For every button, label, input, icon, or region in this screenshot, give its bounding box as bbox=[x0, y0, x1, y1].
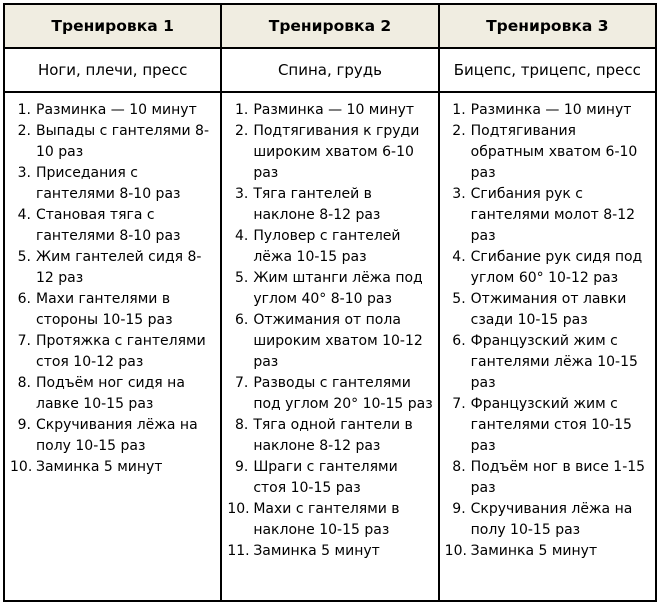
column-3-title: Тренировка 3 bbox=[440, 5, 655, 49]
exercise-list-2 bbox=[222, 93, 437, 600]
exercise-text: Французский жим с гантелями лёжа 10-15 раз bbox=[470, 333, 638, 391]
exercise-list-3 bbox=[440, 93, 655, 600]
exercise-text: Жим гантелей сидя 8-12 раз bbox=[36, 249, 202, 286]
exercise-item bbox=[10, 289, 215, 331]
exercise-number: 5. bbox=[17, 249, 31, 265]
exercise-number: 5. bbox=[234, 270, 249, 286]
exercise-text: Становая тяга с гантелями 8-10 раз bbox=[36, 207, 181, 244]
exercise-item bbox=[10, 457, 215, 478]
exercise-number: 4. bbox=[452, 249, 466, 265]
exercise-item bbox=[10, 205, 215, 247]
exercise-number: 1. bbox=[234, 102, 249, 118]
exercise-number: 1. bbox=[17, 102, 31, 118]
exercise-item bbox=[445, 457, 650, 499]
exercise-number: 9. bbox=[234, 459, 249, 475]
exercise-item bbox=[227, 415, 432, 457]
exercise-number: 8. bbox=[234, 417, 249, 433]
exercise-text: Махи с гантелями в наклоне 10-15 раз bbox=[253, 501, 400, 538]
exercise-item bbox=[227, 226, 432, 268]
column-1-title: Тренировка 1 bbox=[5, 5, 220, 49]
exercise-text: Жим штанги лёжа под углом 40° 8-10 раз bbox=[253, 270, 423, 307]
exercise-item bbox=[227, 310, 432, 373]
exercise-text: Разминка — 10 минут bbox=[36, 102, 197, 118]
exercise-number: 10. bbox=[227, 501, 250, 517]
exercise-list-1 bbox=[5, 93, 220, 600]
exercise-number: 6. bbox=[452, 333, 466, 349]
exercise-item bbox=[445, 100, 650, 121]
exercise-text: Приседания с гантелями 8-10 раз bbox=[36, 165, 181, 202]
exercise-text: Протяжка с гантелями стоя 10-12 раз bbox=[36, 333, 206, 370]
exercise-item bbox=[445, 247, 650, 289]
exercise-number: 9. bbox=[452, 501, 466, 517]
exercise-number: 3. bbox=[17, 165, 31, 181]
exercise-item bbox=[227, 499, 432, 541]
exercise-item bbox=[10, 163, 215, 205]
exercise-item bbox=[227, 121, 432, 184]
exercise-text: Подъём ног в висе 1-15 раз bbox=[470, 459, 646, 496]
exercise-item bbox=[227, 373, 432, 415]
exercise-text: Шраги с гантелями стоя 10-15 раз bbox=[253, 459, 398, 496]
exercise-number: 4. bbox=[234, 228, 249, 244]
exercise-text: Французский жим с гантелями стоя 10-15 раз bbox=[470, 396, 632, 454]
exercise-text: Заминка 5 минут bbox=[470, 543, 598, 559]
column-1-subtitle: Ноги, плечи, пресс bbox=[5, 49, 220, 93]
exercise-text: Сгибание рук сидя под углом 60° 10-12 раз bbox=[470, 249, 643, 286]
exercise-number: 5. bbox=[452, 291, 466, 307]
exercise-item bbox=[10, 331, 215, 373]
exercise-text: Заминка 5 минут bbox=[253, 543, 380, 559]
exercise-number: 7. bbox=[234, 375, 249, 391]
exercise-item bbox=[10, 121, 215, 163]
exercise-text: Разминка — 10 минут bbox=[253, 102, 415, 118]
exercise-number: 7. bbox=[17, 333, 31, 349]
exercise-item bbox=[445, 121, 650, 184]
exercise-item bbox=[227, 184, 432, 226]
exercise-number: 10. bbox=[444, 543, 467, 559]
exercise-item bbox=[10, 415, 215, 457]
exercise-text: Скручивания лёжа на полу 10-15 раз bbox=[36, 417, 198, 454]
exercise-text: Махи гантелями в стороны 10-15 раз bbox=[36, 291, 173, 328]
column-2-subtitle: Спина, грудь bbox=[222, 49, 437, 93]
exercise-text: Отжимания от пола широким хватом 10-12 раз bbox=[253, 312, 423, 370]
exercise-item bbox=[445, 331, 650, 394]
exercise-text: Разводы с гантелями под углом 20° 10-15 раз bbox=[253, 375, 433, 412]
exercise-text: Сгибания рук с гантелями молот 8-12 раз bbox=[470, 186, 636, 244]
exercise-number: 4. bbox=[17, 207, 31, 223]
exercise-item bbox=[445, 394, 650, 457]
exercise-number: 6. bbox=[17, 291, 31, 307]
exercise-item bbox=[10, 373, 215, 415]
exercise-number: 8. bbox=[452, 459, 466, 475]
exercise-number: 6. bbox=[234, 312, 249, 328]
exercise-number: 3. bbox=[452, 186, 466, 202]
exercise-number: 9. bbox=[17, 417, 31, 433]
exercise-number: 3. bbox=[234, 186, 249, 202]
exercise-text: Тяга одной гантели в наклоне 8-12 раз bbox=[253, 417, 413, 454]
exercise-text: Подтягивания обратным хватом 6-10 раз bbox=[470, 123, 638, 181]
exercise-number: 2. bbox=[17, 123, 31, 139]
exercise-text: Отжимания от лавки сзади 10-15 раз bbox=[470, 291, 627, 328]
exercise-item bbox=[227, 541, 432, 562]
exercise-item bbox=[445, 499, 650, 541]
workout-table bbox=[3, 3, 657, 602]
exercise-number: 2. bbox=[452, 123, 466, 139]
exercise-text: Пуловер с гантелей лёжа 10-15 раз bbox=[253, 228, 401, 265]
exercise-item bbox=[227, 457, 432, 499]
column-3-subtitle: Бицепс, трицепс, пресс bbox=[440, 49, 655, 93]
exercise-number: 8. bbox=[17, 375, 31, 391]
exercise-number: 2. bbox=[234, 123, 249, 139]
workout-column-1 bbox=[5, 5, 222, 600]
exercise-number: 10. bbox=[10, 459, 33, 475]
exercise-text: Заминка 5 минут bbox=[36, 459, 163, 475]
exercise-item bbox=[445, 289, 650, 331]
workout-column-3 bbox=[440, 5, 655, 600]
exercise-item bbox=[10, 247, 215, 289]
exercise-item bbox=[227, 268, 432, 310]
exercise-item bbox=[10, 100, 215, 121]
exercise-text: Подтягивания к груди широким хватом 6-10 раз bbox=[253, 123, 420, 181]
exercise-text: Выпады с гантелями 8-10 раз bbox=[36, 123, 210, 160]
exercise-item bbox=[227, 100, 432, 121]
exercise-number: 11. bbox=[227, 543, 250, 559]
exercise-text: Скручивания лёжа на полу 10-15 раз bbox=[470, 501, 633, 538]
exercise-item bbox=[445, 541, 650, 562]
workout-column-2 bbox=[222, 5, 439, 600]
exercise-number: 7. bbox=[452, 396, 466, 412]
exercise-item bbox=[445, 184, 650, 247]
exercise-number: 1. bbox=[452, 102, 466, 118]
column-2-title: Тренировка 2 bbox=[222, 5, 437, 49]
exercise-text: Подъём ног сидя на лавке 10-15 раз bbox=[36, 375, 185, 412]
exercise-text: Тяга гантелей в наклоне 8-12 раз bbox=[253, 186, 381, 223]
exercise-text: Разминка — 10 минут bbox=[470, 102, 632, 118]
